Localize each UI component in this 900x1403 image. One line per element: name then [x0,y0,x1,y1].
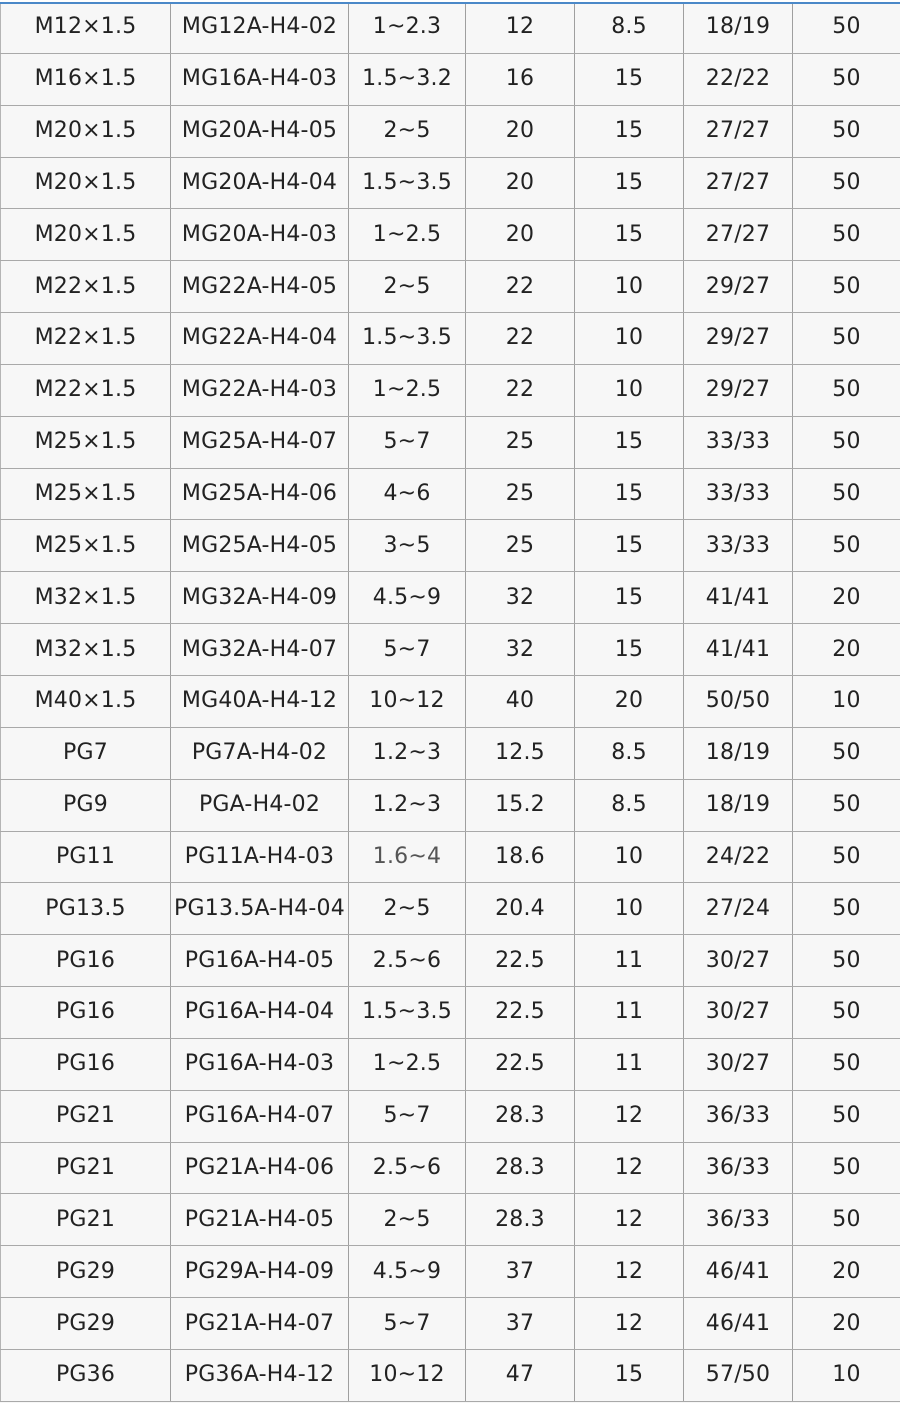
table-cell: MG25A-H4-05 [171,520,349,571]
table-row [0,676,900,728]
table-cell: PG7 [0,728,171,779]
table-cell: 15 [575,520,684,571]
table-cell: 2~5 [349,261,466,312]
table-cell: 1.2~3 [349,780,466,831]
table-cell: 8.5 [575,2,684,53]
table-cell: 27/24 [684,883,793,934]
table-cell: 41/41 [684,572,793,623]
table-cell: 2.5~6 [349,1143,466,1194]
table-cell: 15 [575,106,684,157]
table-cell: 25 [466,469,575,520]
table-cell: 36/33 [684,1194,793,1245]
table-cell: M16×1.5 [0,54,171,105]
table-cell: PG13.5A-H4-04 [171,883,349,934]
table-cell: 2~5 [349,106,466,157]
table-cell: MG32A-H4-09 [171,572,349,623]
table-cell: 10 [832,688,861,714]
table-cell: 50 [832,1206,861,1232]
table-cell: PG16 [0,987,171,1038]
table-cell: 50 [832,999,861,1025]
table-cell: 40 [466,676,575,727]
table-cell: 36/33 [684,1091,793,1142]
table-cell: PG13.5 [0,883,171,934]
table-cell: 20 [832,584,861,610]
table-cell: PG29 [0,1246,171,1297]
table-cell: 36/33 [684,1143,793,1194]
table-cell: 29/27 [684,261,793,312]
table-row [0,572,900,624]
table-cell: 29/27 [684,313,793,364]
table-cell: 18/19 [684,2,793,53]
table-cell: 1.6~4 [349,832,466,883]
table-cell: 46/41 [684,1298,793,1349]
table-cell: 4~6 [349,469,466,520]
table-body [0,2,900,1402]
table-cell: 20.4 [466,883,575,934]
table-cell: 15 [575,158,684,209]
table-cell: 1.2~3 [349,728,466,779]
table-row [0,1298,900,1350]
table-cell: 1.5~3.5 [349,987,466,1038]
table-cell: 20 [466,106,575,157]
table-cell: 50 [832,221,861,247]
table-cell: 1~2.3 [349,2,466,53]
table-cell: M25×1.5 [0,469,171,520]
table-row [0,313,900,365]
table-row [0,935,900,987]
table-cell: 46/41 [684,1246,793,1297]
table-cell: 50 [832,377,861,403]
table-row [0,261,900,313]
table-cell: PG16A-H4-05 [171,935,349,986]
table-cell: 16 [466,54,575,105]
table-cell: PG11A-H4-03 [171,832,349,883]
table-row [0,54,900,106]
table-row [0,1039,900,1091]
table-cell: 30/27 [684,987,793,1038]
table-cell: 5~7 [349,624,466,675]
table-cell: 20 [466,158,575,209]
table-row [0,883,900,935]
table-cell: M32×1.5 [0,624,171,675]
table-cell: 33/33 [684,417,793,468]
table-row [0,1350,900,1402]
table-cell: 10 [575,883,684,934]
table-row [0,209,900,261]
table-cell: M32×1.5 [0,572,171,623]
table-cell: 4.5~9 [349,572,466,623]
table-cell: 22 [466,313,575,364]
table-cell: 11 [575,987,684,1038]
table-cell: 28.3 [466,1091,575,1142]
table-cell: 50 [832,843,861,869]
table-cell: 11 [575,1039,684,1090]
table-cell: MG20A-H4-05 [171,106,349,157]
table-cell: 50/50 [684,676,793,727]
table-row [0,832,900,884]
table-cell: PG29 [0,1298,171,1349]
table-cell: 18/19 [684,728,793,779]
table-row [0,158,900,210]
table-cell: 33/33 [684,520,793,571]
table-cell: M12×1.5 [0,2,171,53]
table-cell: 10 [575,365,684,416]
table-cell: 1~2.5 [349,209,466,260]
table-cell: PG21A-H4-07 [171,1298,349,1349]
table-cell: PG21 [0,1091,171,1142]
table-cell: 24/22 [684,832,793,883]
table-cell: PGA-H4-02 [171,780,349,831]
table-cell: 11 [575,935,684,986]
table-cell: 15.2 [466,780,575,831]
table-cell: 1~2.5 [349,1039,466,1090]
table-cell: 22 [466,261,575,312]
table-cell: 50 [832,481,861,507]
table-cell: 50 [832,1154,861,1180]
table-cell: 12 [575,1091,684,1142]
table-cell: 10~12 [349,1350,466,1401]
table-cell: 4.5~9 [349,1246,466,1297]
table-cell: MG25A-H4-07 [171,417,349,468]
table-cell: 20 [832,1310,861,1336]
table-cell: M22×1.5 [0,261,171,312]
table-cell: 32 [466,624,575,675]
table-cell: 22.5 [466,987,575,1038]
table-cell: 1.5~3.2 [349,54,466,105]
table-cell: PG21A-H4-06 [171,1143,349,1194]
table-cell: 18/19 [684,780,793,831]
table-row [0,365,900,417]
table-cell: 10~12 [349,676,466,727]
table-cell: 22.5 [466,935,575,986]
table-cell: PG36A-H4-12 [171,1350,349,1401]
table-cell: 30/27 [684,935,793,986]
table-cell: 1.5~3.5 [349,313,466,364]
table-cell: 5~7 [349,417,466,468]
table-cell: PG29A-H4-09 [171,1246,349,1297]
table-cell: MG20A-H4-04 [171,158,349,209]
table-cell: 25 [466,417,575,468]
table-row [0,624,900,676]
table-cell: M22×1.5 [0,313,171,364]
table-cell: 27/27 [684,106,793,157]
table-row [0,469,900,521]
table-cell: 50 [832,532,861,558]
table-cell: MG25A-H4-06 [171,469,349,520]
table-cell: 50 [832,169,861,195]
table-cell: 12.5 [466,728,575,779]
table-cell: M25×1.5 [0,417,171,468]
table-cell: 15 [575,469,684,520]
table-cell: 12 [575,1298,684,1349]
table-cell: M25×1.5 [0,520,171,571]
table-cell: 15 [575,1350,684,1401]
table-cell: MG32A-H4-07 [171,624,349,675]
table-row [0,1246,900,1298]
table-cell: MG12A-H4-02 [171,2,349,53]
table-row [0,728,900,780]
table-cell: 50 [832,429,861,455]
table-cell: 12 [575,1143,684,1194]
table-row [0,1091,900,1143]
table-cell: 15 [575,572,684,623]
table-cell: 10 [575,832,684,883]
table-row [0,1194,900,1246]
table-cell: PG16A-H4-07 [171,1091,349,1142]
table-cell: 47 [466,1350,575,1401]
table-cell: 50 [832,792,861,818]
table-cell: M20×1.5 [0,106,171,157]
table-cell: 22 [466,365,575,416]
table-cell: PG21 [0,1143,171,1194]
table-top-accent [0,2,900,4]
table-row [0,417,900,469]
table-cell: 50 [832,1103,861,1129]
table-cell: PG11 [0,832,171,883]
table-cell: 5~7 [349,1298,466,1349]
table-cell: PG21 [0,1194,171,1245]
table-cell: 20 [832,636,861,662]
table-cell: 2~5 [349,883,466,934]
table-cell: 50 [832,14,861,40]
table-cell: 12 [575,1194,684,1245]
table-row [0,520,900,572]
specification-table [0,2,900,1403]
table-cell: 50 [832,66,861,92]
table-cell: 3~5 [349,520,466,571]
table-cell: 2~5 [349,1194,466,1245]
table-cell: 30/27 [684,1039,793,1090]
table-cell: 28.3 [466,1194,575,1245]
table-cell: 15 [575,624,684,675]
table-cell: 22.5 [466,1039,575,1090]
table-cell: 50 [832,325,861,351]
table-cell: PG9 [0,780,171,831]
table-cell: 1.5~3.5 [349,158,466,209]
table-cell: MG16A-H4-03 [171,54,349,105]
table-cell: 50 [832,273,861,299]
table-cell: 5~7 [349,1091,466,1142]
table-cell: 12 [466,2,575,53]
table-cell: PG21A-H4-05 [171,1194,349,1245]
table-cell: PG16A-H4-03 [171,1039,349,1090]
table-cell: 10 [575,313,684,364]
table-cell: PG16 [0,935,171,986]
table-cell: 25 [466,520,575,571]
table-cell: M20×1.5 [0,158,171,209]
table-cell: MG22A-H4-04 [171,313,349,364]
table-cell: 22/22 [684,54,793,105]
table-cell: 50 [832,947,861,973]
table-cell: PG16A-H4-04 [171,987,349,1038]
table-cell: 20 [832,1258,861,1284]
table-row [0,780,900,832]
table-row [0,106,900,158]
table-row [0,987,900,1039]
table-cell: 37 [466,1246,575,1297]
table-cell: M20×1.5 [0,209,171,260]
table-cell: 15 [575,209,684,260]
table-cell: 28.3 [466,1143,575,1194]
table-cell: 27/27 [684,158,793,209]
table-cell: 41/41 [684,624,793,675]
table-cell: 12 [575,1246,684,1297]
table-cell: 15 [575,417,684,468]
table-cell: 29/27 [684,365,793,416]
table-cell: 50 [832,895,861,921]
table-cell: 8.5 [575,728,684,779]
table-cell: 27/27 [684,209,793,260]
table-cell: 32 [466,572,575,623]
table-cell: M22×1.5 [0,365,171,416]
table-cell: MG40A-H4-12 [171,676,349,727]
table-cell: PG7A-H4-02 [171,728,349,779]
table-cell: MG20A-H4-03 [171,209,349,260]
table-cell: MG22A-H4-03 [171,365,349,416]
table-cell: 20 [466,209,575,260]
table-cell: 37 [466,1298,575,1349]
table-cell: PG36 [0,1350,171,1401]
table-row [0,1143,900,1195]
table-cell: 8.5 [575,780,684,831]
table-cell: 2.5~6 [349,935,466,986]
table-cell: 50 [832,1051,861,1077]
table-cell: M40×1.5 [0,676,171,727]
table-cell: PG16 [0,1039,171,1090]
table-cell: MG22A-H4-05 [171,261,349,312]
table-cell: 50 [832,740,861,766]
table-cell: 33/33 [684,469,793,520]
table-cell: 18.6 [466,832,575,883]
table-cell: 57/50 [684,1350,793,1401]
table-cell: 50 [832,118,861,144]
table-row [0,2,900,54]
table-cell: 10 [832,1362,861,1388]
table-cell: 15 [575,54,684,105]
table-cell: 10 [575,261,684,312]
table-cell: 20 [575,676,684,727]
table-cell: 1~2.5 [349,365,466,416]
